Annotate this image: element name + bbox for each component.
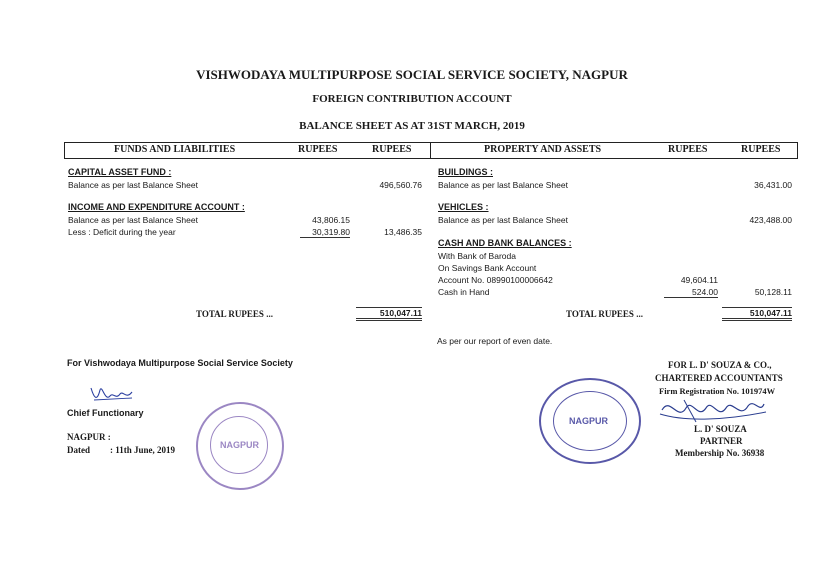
- cash-amount-3: 49,604.11: [680, 275, 718, 285]
- cash-line-2: On Savings Bank Account: [438, 263, 537, 273]
- vehicles-heading: VEHICLES :: [438, 202, 489, 212]
- vehicles-amount: 423,488.00: [749, 215, 792, 225]
- partner-title: PARTNER: [700, 436, 743, 446]
- cash-line-3: Account No. 08990100006642: [438, 275, 553, 285]
- header-rupees-3: RUPEES: [668, 144, 708, 155]
- chief-functionary-label: Chief Functionary: [67, 408, 144, 418]
- society-seal-text: NAGPUR: [220, 440, 260, 450]
- header-rupees-1: RUPEES: [298, 144, 338, 155]
- sheet-title: BALANCE SHEET AS AT 31ST MARCH, 2019: [299, 120, 525, 132]
- vehicles-line: Balance as per last Balance Sheet: [438, 215, 568, 225]
- left-total-amount: 510,047.11: [356, 307, 422, 321]
- ca-firm-registration: Firm Registration No. 101974W: [659, 386, 776, 396]
- header-property: PROPERTY AND ASSETS: [484, 144, 602, 155]
- cash-line-1: With Bank of Baroda: [438, 251, 516, 261]
- income-amount-1: 43,806.15: [312, 215, 350, 225]
- partner-signature: [656, 392, 768, 426]
- ca-firm-type: CHARTERED ACCOUNTANTS: [655, 373, 783, 383]
- partner-membership: Membership No. 36938: [675, 448, 765, 458]
- left-total-label: TOTAL RUPEES ...: [196, 309, 273, 319]
- capital-asset-amount: 496,560.76: [379, 180, 422, 190]
- income-net-amount: 13,486.35: [384, 227, 422, 237]
- buildings-heading: BUILDINGS :: [438, 167, 493, 177]
- cash-amount-4: 524.00: [664, 287, 718, 298]
- header-rupees-2: RUPEES: [372, 144, 412, 155]
- cash-total-amount: 50,128.11: [754, 287, 792, 297]
- report-note: As per our report of even date.: [437, 336, 553, 346]
- capital-asset-heading: CAPITAL ASSET FUND :: [68, 167, 172, 177]
- ca-seal: [539, 378, 641, 464]
- income-line-2: Less : Deficit during the year: [68, 227, 176, 237]
- header-divider: [430, 143, 431, 158]
- header-funds: FUNDS AND LIABILITIES: [114, 144, 236, 155]
- cash-line-4: Cash in Hand: [438, 287, 490, 297]
- right-total-amount: 510,047.11: [722, 307, 792, 321]
- buildings-line: Balance as per last Balance Sheet: [438, 180, 568, 190]
- society-for-line: For Vishwodaya Multipurpose Social Service Society: [67, 358, 293, 368]
- header-rupees-4: RUPEES: [741, 144, 781, 155]
- org-title: VISHWODAYA MULTIPURPOSE SOCIAL SERVICE SOCIETY, NAGPUR: [196, 67, 628, 82]
- dated-label: Dated: [67, 445, 90, 455]
- right-total-label: TOTAL RUPEES ...: [566, 309, 643, 319]
- dated-value: : 11th June, 2019: [110, 445, 176, 455]
- chief-signature: [88, 380, 136, 406]
- account-title: FOREIGN CONTRIBUTION ACCOUNT: [312, 93, 512, 105]
- capital-asset-line: Balance as per last Balance Sheet: [68, 180, 198, 190]
- ca-for-line: FOR L. D' SOUZA & CO.,: [668, 360, 772, 370]
- ca-seal-text: NAGPUR: [569, 416, 609, 426]
- place-label: NAGPUR :: [67, 432, 111, 442]
- cash-bank-heading: CASH AND BANK BALANCES :: [438, 238, 572, 248]
- society-seal: [196, 402, 284, 490]
- partner-name: L. D' SOUZA: [694, 424, 747, 434]
- buildings-amount: 36,431.00: [754, 180, 792, 190]
- income-expenditure-heading: INCOME AND EXPENDITURE ACCOUNT :: [68, 202, 245, 212]
- income-amount-2: 30,319.80: [300, 227, 350, 238]
- income-line-1: Balance as per last Balance Sheet: [68, 215, 198, 225]
